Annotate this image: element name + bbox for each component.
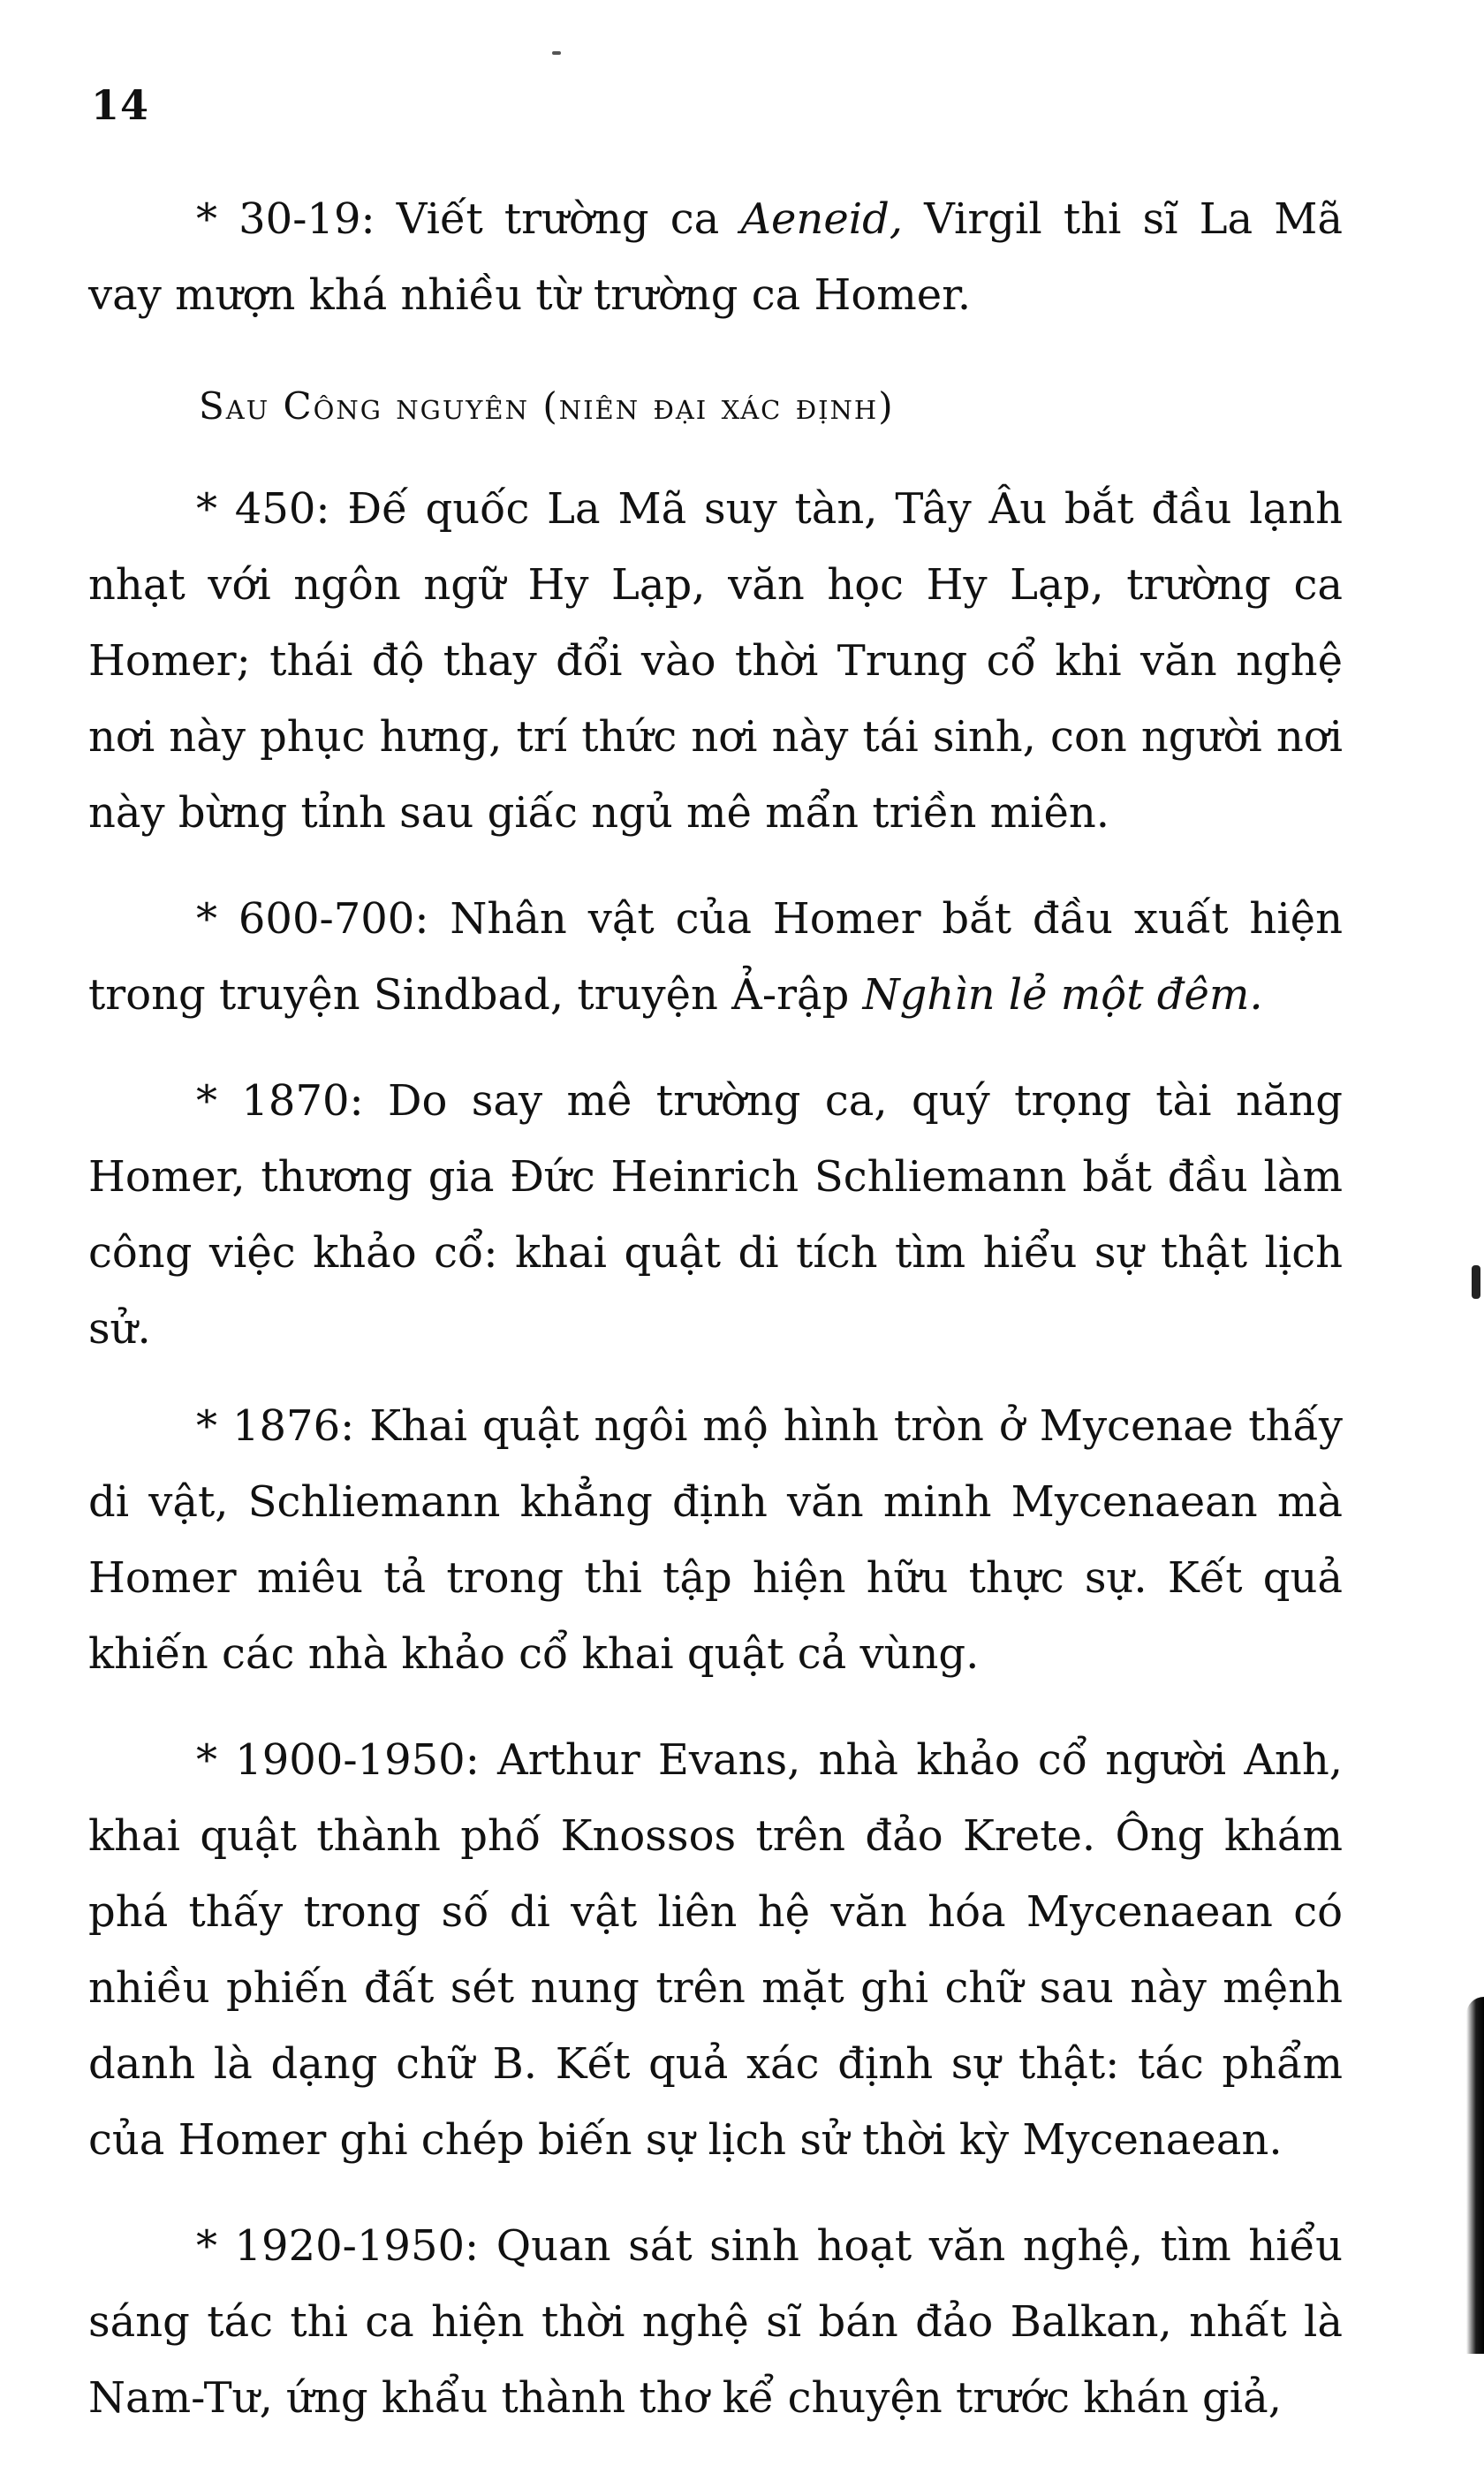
timeline-entry-1876: * 1876: Khai quật ngôi mộ hình tròn ở Mycenae thấy di vật, Schliemann khẳng định văn minh Mycenaean mà Homer miêu tả trong thi tập hiện hữu thực sự. Kết quả khiến các nhà khảo cổ khai quật cả vùng. <box>88 1401 1343 1679</box>
entry-text: * 600-700: Nhân vật của Homer bắt đầu xuất hiện trong truyện Sindbad, truyện Ả-rập <box>88 894 1343 1020</box>
work-title-aeneid: Aeneid, <box>740 194 904 244</box>
entry-text: Virgil thi sĩ La Mã vay mượn khá nhiều từ trường ca Homer. <box>88 194 1344 320</box>
entry-text: * 30-19: Viết trường ca <box>196 194 741 244</box>
page-body <box>88 181 1343 2466</box>
timeline-entry-1900-1950: * 1900-1950: Arthur Evans, nhà khảo cổ người Anh, khai quật thành phố Knossos trên đảo Krete. Ông khám phá thấy trong số di vật liên hệ văn hóa Mycenaean có nhiều phiến đất sét nung trên mặt ghi chữ sau này mệnh danh là dạng chữ B. Kết quả xác định sự thật: tác phẩm của Homer ghi chép biến sự lịch sử thời kỳ Mycenaean. <box>88 1735 1343 2165</box>
timeline-entry-1870: * 1870: Do say mê trường ca, quý trọng tài năng Homer, thương gia Đức Heinrich Schliemann bắt đầu làm công việc khảo cổ: khai quật di tích tìm hiểu sự thật lịch sử. <box>88 1076 1343 1354</box>
page-edge-mark <box>1472 1265 1480 1299</box>
timeline-entry-30-19 <box>88 181 1343 333</box>
scan-speck <box>552 51 561 55</box>
timeline-entry-600-700 <box>88 881 1343 1033</box>
timeline-entry-1920-1950: * 1920-1950: Quan sát sinh hoạt văn nghệ, tìm hiểu sáng tác thi ca hiện thời nghệ sĩ bán đảo Balkan, nhất là Nam-Tư, ứng khẩu thành thơ kể chuyện trước khán giả, <box>88 2221 1343 2423</box>
page-number: 14 <box>91 81 150 129</box>
timeline-entry-450: * 450: Đế quốc La Mã suy tàn, Tây Âu bắt đầu lạnh nhạt với ngôn ngữ Hy Lạp, văn học Hy Lạp, trường ca Homer; thái độ thay đổi vào thời Trung cổ khi văn nghệ nơi này phục hưng, trí thức nơi này tái sinh, con người nơi này bừng tỉnh sau giấc ngủ mê mẩn triền miên. <box>88 484 1343 838</box>
section-heading: Sau Công nguyên (niên đại xác định) <box>199 384 895 428</box>
work-title-nghin-le-mot-dem: Nghìn lẻ một đêm. <box>862 970 1263 1020</box>
page-edge-shadow <box>1466 1997 1484 2354</box>
